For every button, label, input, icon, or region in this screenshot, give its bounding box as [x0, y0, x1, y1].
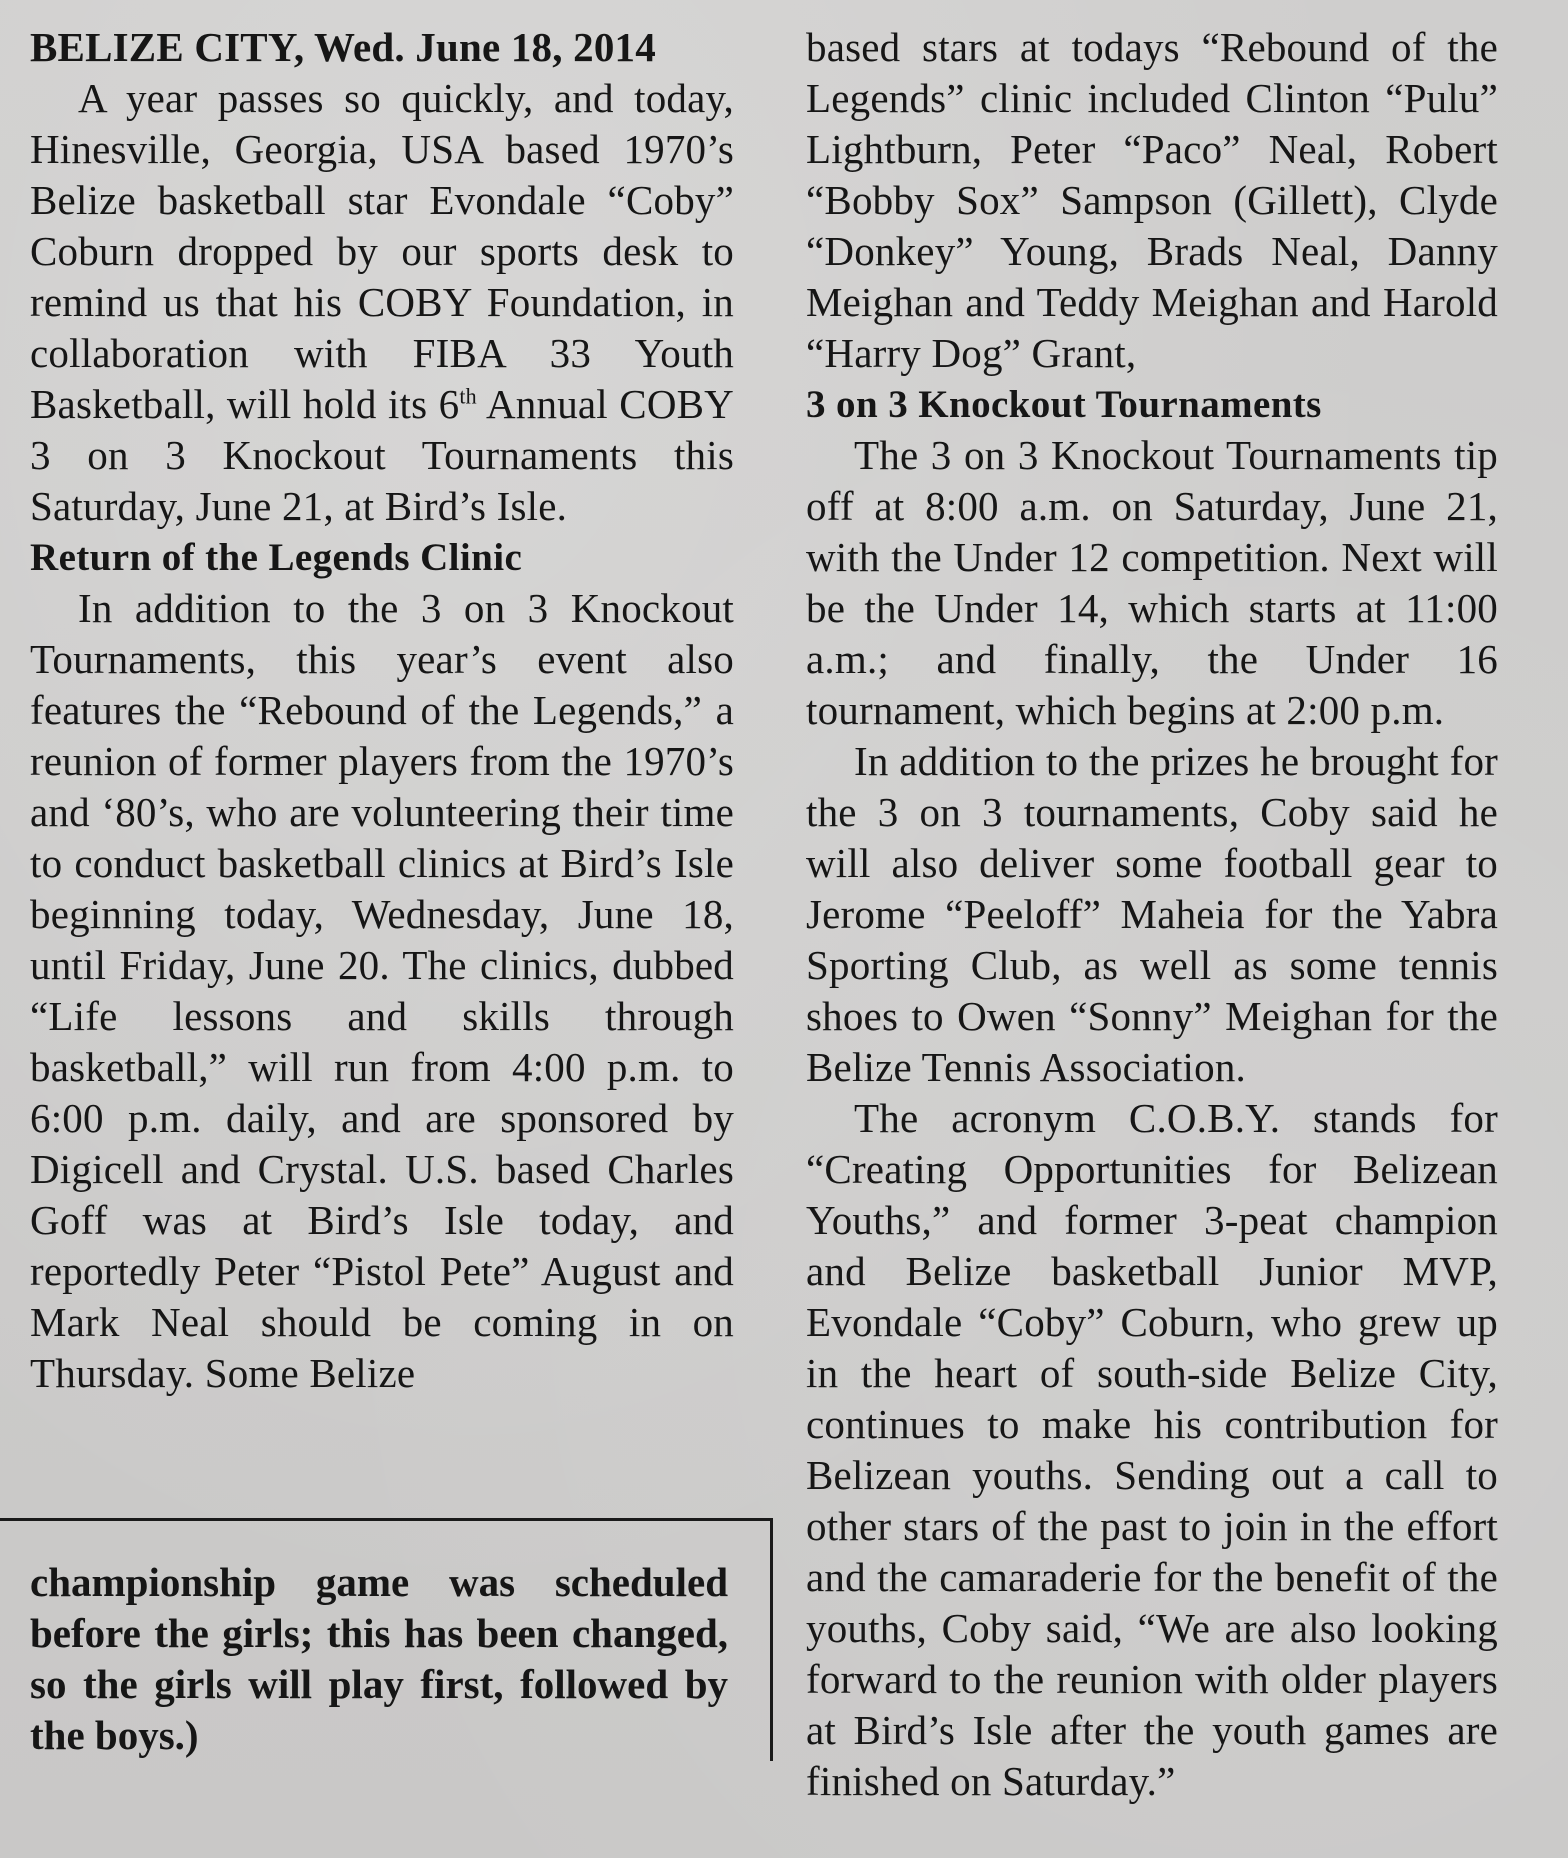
continued-story-text: championship game was scheduled before the girls; this has been changed, so the girls will play first, followed by the boys.): [30, 1559, 728, 1758]
dateline-text: BELIZE CITY, Wed. June 18, 2014: [30, 24, 656, 70]
schedule-paragraph: The 3 on 3 Knockout Tournaments tip off at 8:00 a.m. on Saturday, June 21, with the Under 12 competition. Next will be the Under 14, which starts at 11:00 a.m.; and finally, the Under 16 tournament, which begins at 2:00 p.m.: [806, 432, 1498, 733]
left-column: [30, 22, 734, 1399]
right-column: [806, 22, 1498, 1807]
section-heading-knockout: 3 on 3 Knockout Tournaments: [806, 383, 1322, 426]
acronym-paragraph: The acronym C.O.B.Y. stands for “Creating Opportunities for Belizean Youths,” and former 3-peat champion and Belize basketball Junior MVP, Evondale “Coby” Coburn, who grew up in the heart of south-side Belize City, continues to make his contribution for Belizean youths. Sending out a call to other stars of the past to join in the effort and the camaraderie for the benefit of the youths, Coby said, “We are also looking forward to the reunion with older players at Bird’s Isle after the youth games are finished on Saturday.”: [806, 1095, 1498, 1804]
clinic-paragraph: In addition to the 3 on 3 Knockout Tournaments, this year’s event also features the “Rebound of the Legends,” a reunion of former players from the 1970’s and ‘80’s, who are volunteering their time to conduct basketball clinics at Bird’s Isle beginning today, Wednesday, June 18, until Friday, June 20. The clinics, dubbed “Life lessons and skills through basketball,” will run from 4:00 p.m. to 6:00 p.m. daily, and are sponsored by Digicell and Crystal. U.S. based Charles Goff was at Bird’s Isle today, and reportedly Peter “Pistol Pete” August and Mark Neal should be coming in on Thursday. Some Belize: [30, 585, 734, 1396]
intro-paragraph: [30, 73, 734, 532]
intro-text-a: A year passes so quickly, and today, Hinesville, Georgia, USA based 1970’s Belize basketball star Evondale “Coby” Coburn dropped by our sports desk to remind us that his COBY Foundation, in collaboration with FIBA 33 Youth Basketball, will hold its 6: [30, 75, 734, 427]
intro-text-b: Annual COBY 3 on 3 Knockout Tournaments this Saturday, June 21, at Bird’s Isle.: [30, 381, 734, 529]
dateline: [30, 22, 734, 73]
stars-paragraph: based stars at todays “Rebound of the Legends” clinic included Clinton “Pulu” Lightburn, Peter “Paco” Neal, Robert “Bobby Sox” Sampson (Gillett), Clyde “Donkey” Young, Brads Neal, Danny Meighan and Teddy Meighan and Harold “Harry Dog” Grant,: [806, 24, 1498, 376]
section-heading-clinic: Return of the Legends Clinic: [30, 536, 523, 579]
ordinal-suffix: th: [459, 383, 477, 409]
prizes-paragraph: In addition to the prizes he brought for the 3 on 3 tournaments, Coby said he will also deliver some football gear to Jerome “Peeloff” Maheia for the Yabra Sporting Club, as well as some tennis shoes to Owen “Sonny” Meighan for the Belize Tennis Association.: [806, 738, 1498, 1090]
